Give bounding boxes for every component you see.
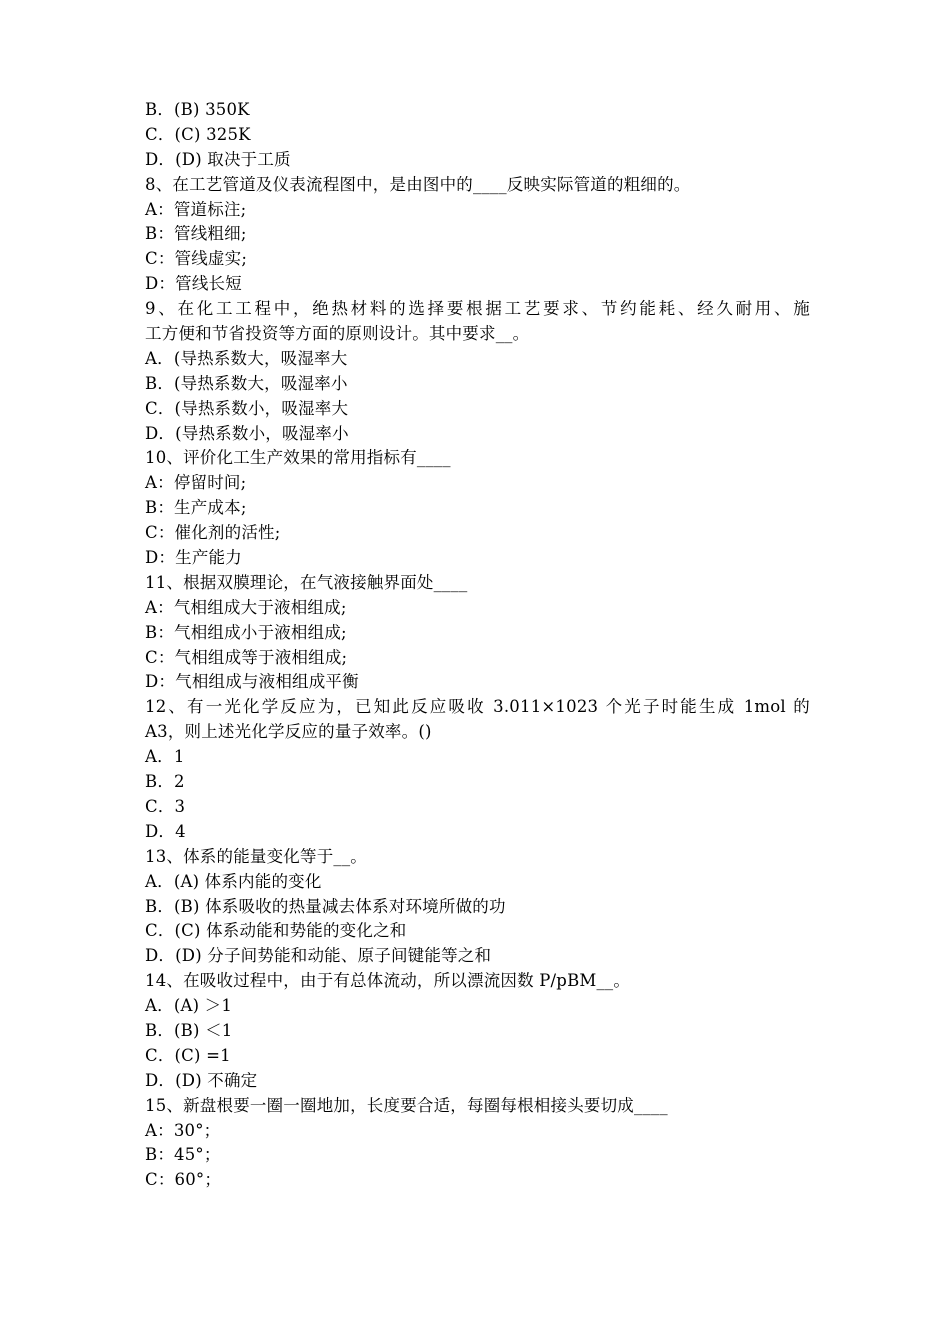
text-line: C．3 <box>145 796 186 816</box>
text-line: C：管线虚实; <box>145 249 248 269</box>
text-line: D：生产能力 <box>145 548 242 568</box>
text-line: D：气相组成与液相组成平衡 <box>145 672 359 692</box>
text-line: C．(C) 325K <box>145 124 251 144</box>
text-line: C：催化剂的活性; <box>145 523 281 543</box>
text-line: C．(C) 体系动能和势能的变化之和 <box>145 921 407 941</box>
text-line: A．1 <box>145 747 185 767</box>
text-line: D．(D) 不确定 <box>145 1070 258 1090</box>
text-line: 15、新盘根要一圈一圈地加，长度要合适，每圈每根相接头要切成____ <box>145 1095 668 1115</box>
text-line: C．(导热系数小，吸湿率大 <box>145 398 349 418</box>
text-line: 8、在工艺管道及仪表流程图中，是由图中的____反映实际管道的粗细的。 <box>145 174 691 194</box>
text-line: B：管线粗细; <box>145 224 247 244</box>
text-line: A：停留时间; <box>145 473 247 493</box>
text-line: 12、有一光化学反应为，已知此反应吸收 3.011×1023 个光子时能生成 1mol 的 <box>145 697 810 717</box>
text-line: B．(导热系数大，吸湿率小 <box>145 373 348 393</box>
text-line: C．(C) =1 <box>145 1045 231 1065</box>
text-line: A：管道标注; <box>145 199 247 219</box>
text-line: A．(A) ＞1 <box>145 996 233 1016</box>
text-line: 10、评价化工生产效果的常用指标有____ <box>145 448 451 468</box>
text-line: D．(导热系数小，吸湿率小 <box>145 423 349 443</box>
text-line: B：生产成本; <box>145 498 247 518</box>
text-line: A．(导热系数大，吸湿率大 <box>145 348 348 368</box>
text-line: C：气相组成等于液相组成; <box>145 647 348 667</box>
text-line: 14、在吸收过程中，由于有总体流动，所以漂流因数 P/pBM__。 <box>145 971 631 991</box>
text-line: B：气相组成小于液相组成; <box>145 622 347 642</box>
text-line: 9、在化工工程中，绝热材料的选择要根据工艺要求、节约能耗、经久耐用、施 <box>145 299 810 319</box>
text-line: 13、体系的能量变化等于__。 <box>145 846 367 866</box>
text-line: A：30°； <box>145 1120 221 1140</box>
text-line: D：管线长短 <box>145 274 242 294</box>
text-line: B：45°； <box>145 1145 221 1165</box>
document-page <box>145 98 810 1193</box>
text-line: 工方便和节省投资等方面的原则设计。其中要求__。 <box>145 324 530 344</box>
text-line: B．(B) ＜1 <box>145 1020 233 1040</box>
text-line: A3，则上述光化学反应的量子效率。() <box>145 722 432 742</box>
text-line: B．(B) 350K <box>145 100 250 119</box>
text-line: D．(D) 取决于工质 <box>145 149 291 169</box>
text-line: B．2 <box>145 772 185 792</box>
text-line: D．4 <box>145 821 186 841</box>
text-line: C：60°； <box>145 1170 222 1190</box>
text-line: D．(D) 分子间势能和动能、原子间键能等之和 <box>145 946 492 966</box>
text-line: A．(A) 体系内能的变化 <box>145 871 322 891</box>
text-line: 11、根据双膜理论，在气液接触界面处____ <box>145 572 468 592</box>
text-line: B．(B) 体系吸收的热量减去体系对环境所做的功 <box>145 896 506 916</box>
text-line: A：气相组成大于液相组成; <box>145 597 347 617</box>
